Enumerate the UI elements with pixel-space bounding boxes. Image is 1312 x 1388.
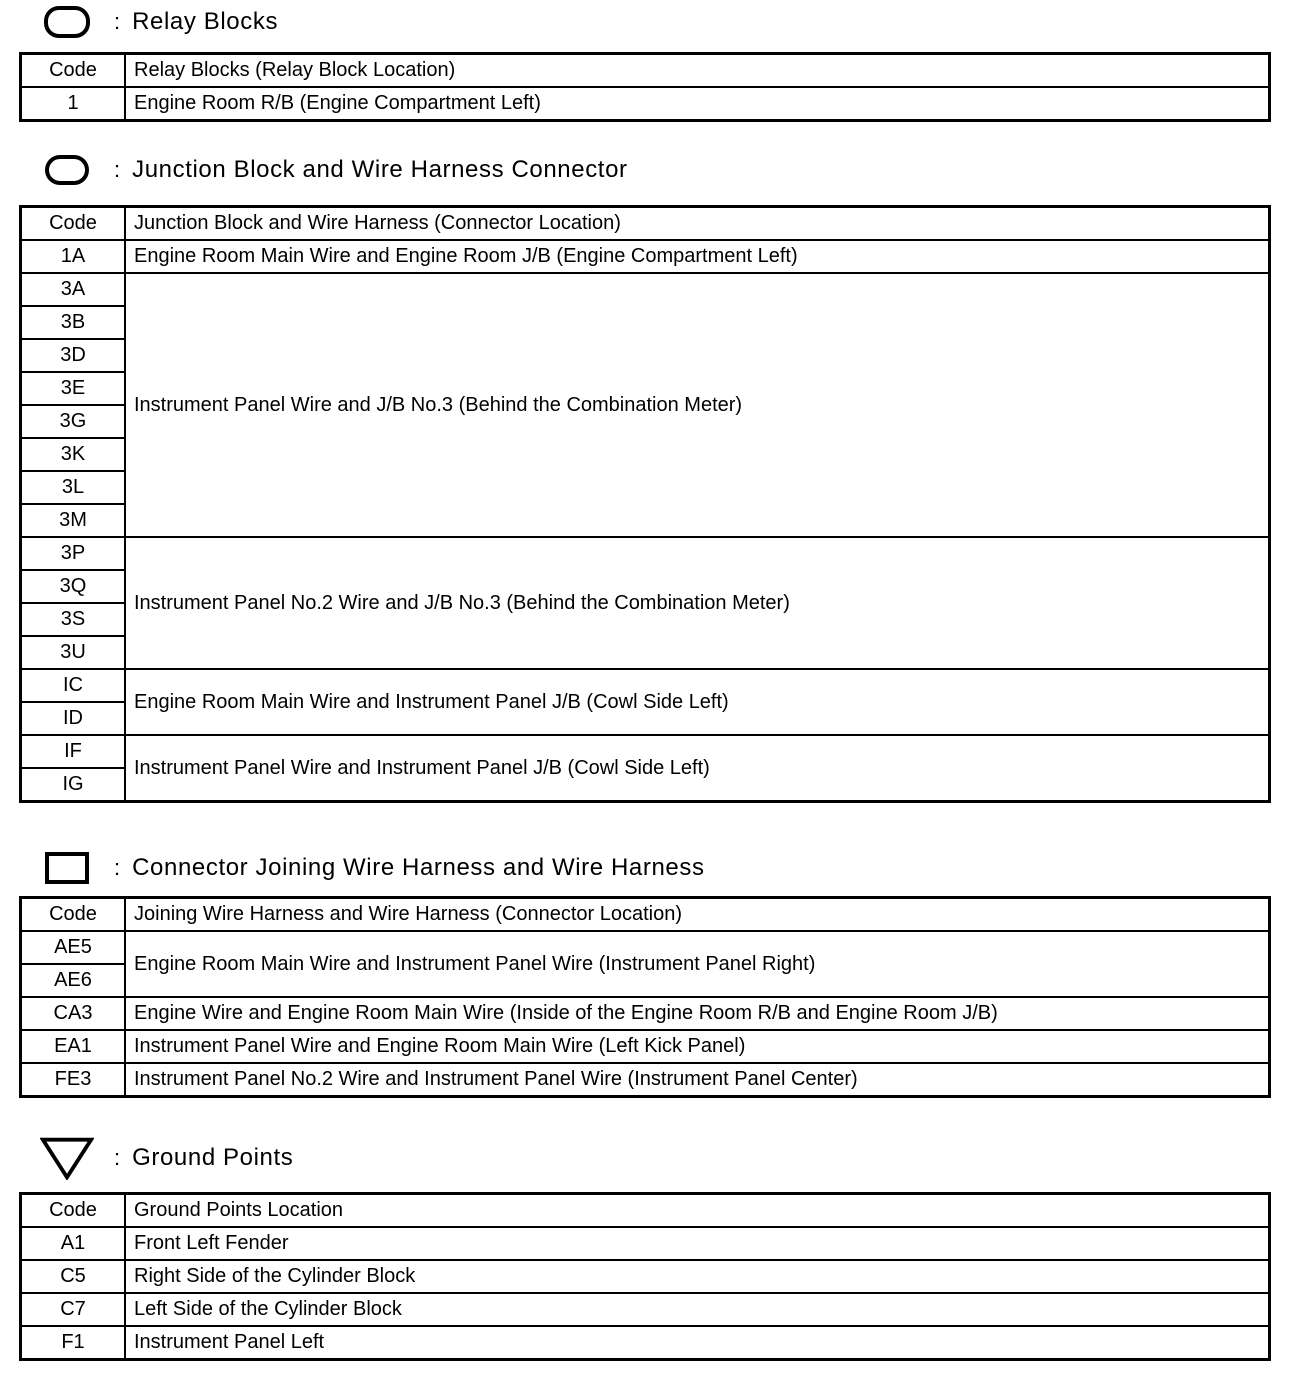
table-row [21,1227,1270,1260]
code-header: Code [21,207,126,241]
code-cell: EA1 [21,1030,126,1063]
table-row [21,669,1270,702]
code-header: Code [21,54,126,88]
code-cell: 1A [21,240,126,273]
table-header-row [21,207,1270,241]
code-cell: FE3 [21,1063,126,1097]
square-icon [40,848,94,888]
relay-blocks-table [19,52,1271,122]
location-cell: Engine Room Main Wire and Instrument Panel Wire (Instrument Panel Right) [125,931,1270,997]
junction-block-table [19,205,1271,803]
code-cell: 3A [21,273,126,306]
rounded-rect-icon [40,2,94,42]
code-cell: 3B [21,306,126,339]
code-cell: AE6 [21,964,126,997]
code-cell: AE5 [21,931,126,964]
location-cell: Right Side of the Cylinder Block [125,1260,1270,1293]
location-header: Joining Wire Harness and Wire Harness (Connector Location) [125,898,1270,932]
location-cell: Left Side of the Cylinder Block [125,1293,1270,1326]
code-cell: 3D [21,339,126,372]
table-row [21,1260,1270,1293]
ground-title: Ground Points [132,1144,294,1171]
table-row [21,240,1270,273]
code-cell: ID [21,702,126,735]
code-header: Code [21,898,126,932]
location-header: Junction Block and Wire Harness (Connector Location) [125,207,1270,241]
location-cell: Front Left Fender [125,1227,1270,1260]
table-header-row [21,1194,1270,1228]
table-header-row [21,54,1270,88]
location-cell: Engine Room R/B (Engine Compartment Left) [125,87,1270,121]
code-cell: F1 [21,1326,126,1360]
location-cell: Instrument Panel No.2 Wire and Instrument Panel Wire (Instrument Panel Center) [125,1063,1270,1097]
code-cell: C7 [21,1293,126,1326]
table-row [21,997,1270,1030]
junction-colon: : [114,157,121,182]
connector-colon: : [114,855,121,880]
table-row [21,1063,1270,1097]
connector-table [19,896,1271,1098]
junction-title: Junction Block and Wire Harness Connector [132,156,628,183]
connector-title: Connector Joining Wire Harness and Wire Harness [132,854,705,881]
code-cell: IC [21,669,126,702]
code-cell: 3L [21,471,126,504]
table-row [21,1326,1270,1360]
code-cell: 3E [21,372,126,405]
code-cell: 3K [21,438,126,471]
table-row [21,1293,1270,1326]
table-row [21,273,1270,306]
location-cell: Engine Room Main Wire and Instrument Panel J/B (Cowl Side Left) [125,669,1270,735]
location-header: Ground Points Location [125,1194,1270,1228]
code-cell: IF [21,735,126,768]
triangle-down-icon [40,1136,94,1180]
location-cell: Instrument Panel Left [125,1326,1270,1360]
code-cell: C5 [21,1260,126,1293]
location-cell: Instrument Panel No.2 Wire and J/B No.3 (Behind the Combination Meter) [125,537,1270,669]
location-cell: Engine Wire and Engine Room Main Wire (Inside of the Engine Room R/B and Engine Room J/B) [125,997,1270,1030]
code-cell: 3G [21,405,126,438]
ground-points-table [19,1192,1271,1361]
location-header: Relay Blocks (Relay Block Location) [125,54,1270,88]
ground-points-heading [40,1136,293,1180]
table-row [21,87,1270,121]
code-cell: 3U [21,636,126,669]
code-header: Code [21,1194,126,1228]
oval-icon [40,150,94,190]
location-cell: Instrument Panel Wire and Instrument Panel J/B (Cowl Side Left) [125,735,1270,802]
code-cell: IG [21,768,126,802]
code-cell: 3P [21,537,126,570]
relay-colon: : [114,9,121,34]
table-row [21,931,1270,964]
code-cell: 3S [21,603,126,636]
code-cell: 1 [21,87,126,121]
connector-heading [40,848,705,888]
table-row [21,1030,1270,1063]
code-cell: 3M [21,504,126,537]
relay-title: Relay Blocks [132,8,279,35]
ground-colon: : [114,1145,121,1170]
table-row [21,735,1270,768]
location-cell: Instrument Panel Wire and J/B No.3 (Behind the Combination Meter) [125,273,1270,537]
code-cell: CA3 [21,997,126,1030]
location-cell: Engine Room Main Wire and Engine Room J/B (Engine Compartment Left) [125,240,1270,273]
location-cell: Instrument Panel Wire and Engine Room Main Wire (Left Kick Panel) [125,1030,1270,1063]
table-row [21,537,1270,570]
relay-blocks-heading [40,2,278,42]
table-header-row [21,898,1270,932]
junction-block-heading [40,150,628,190]
code-cell: A1 [21,1227,126,1260]
code-cell: 3Q [21,570,126,603]
